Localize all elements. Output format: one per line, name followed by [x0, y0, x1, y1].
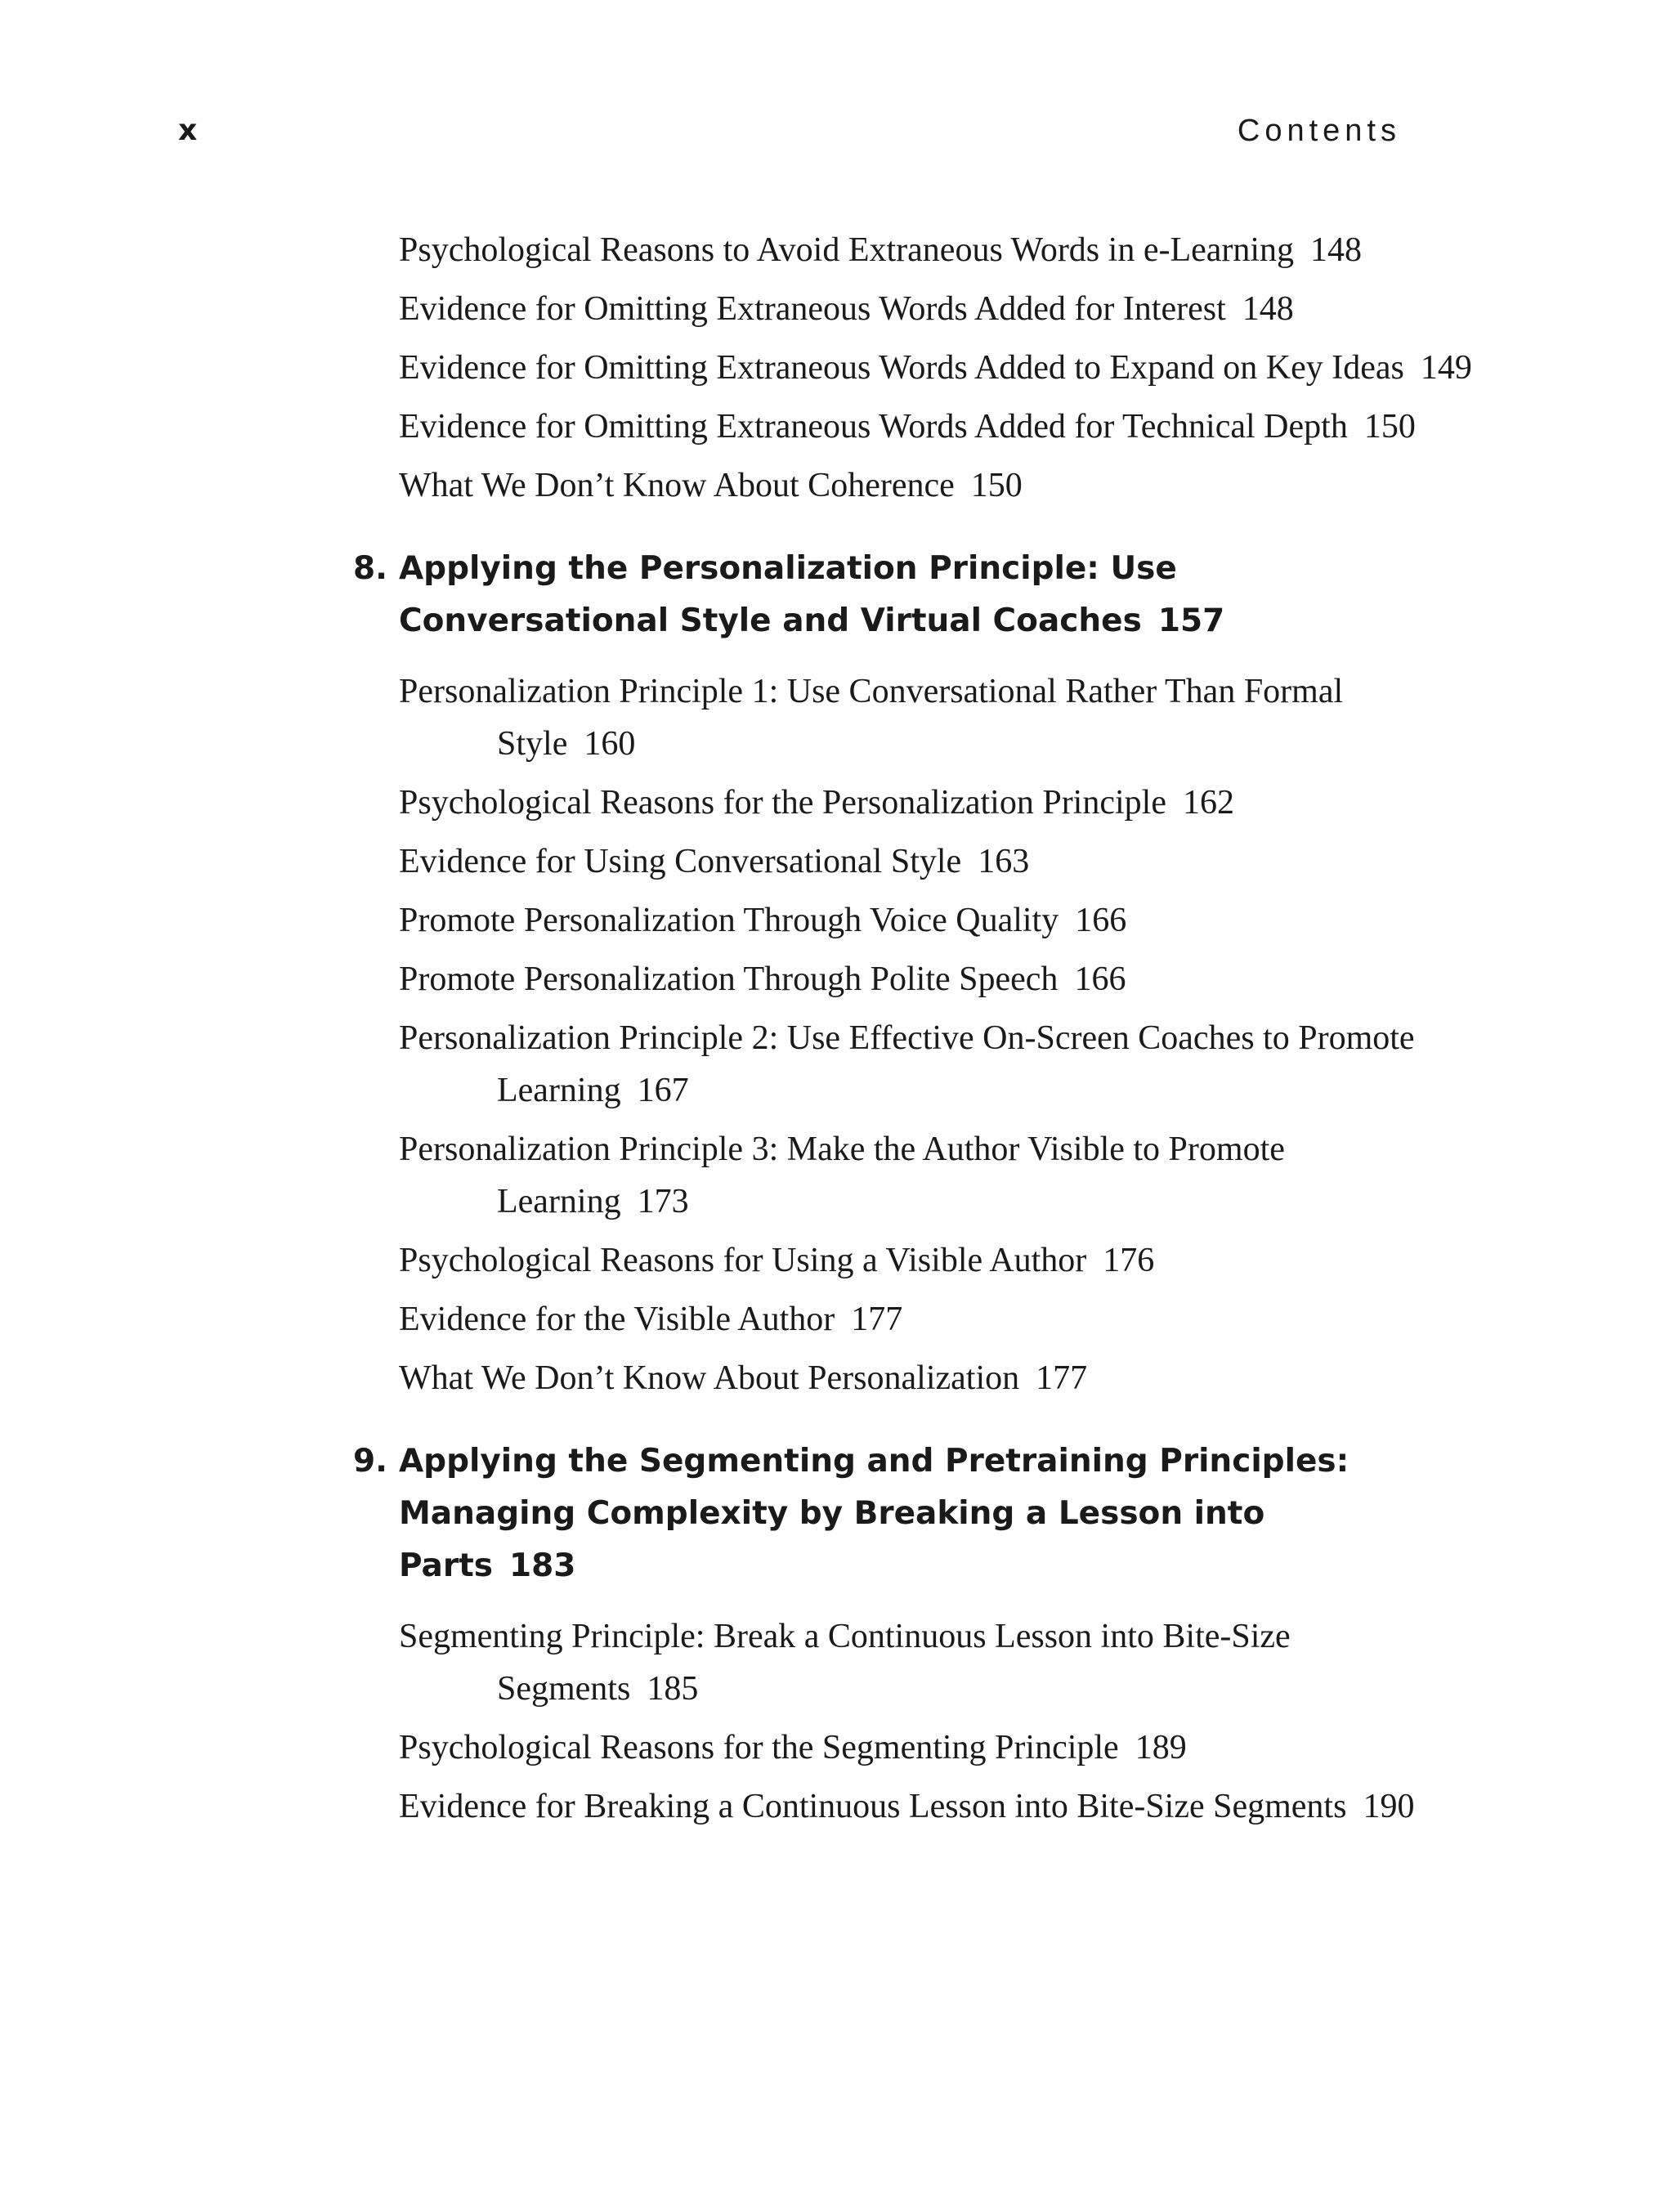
toc-entry-page: 176	[1103, 1242, 1155, 1279]
chapter-number: 8.	[353, 550, 387, 587]
toc-entry	[399, 1293, 1478, 1346]
toc-entry	[399, 665, 1478, 770]
toc-entry-page: 148	[1242, 290, 1294, 328]
toc-entry-title: Evidence for Omitting Extraneous Words Added to Expand on Key Ideas	[399, 349, 1404, 387]
toc-chapter-heading	[353, 543, 1429, 647]
toc-entry-page: 173	[637, 1183, 689, 1220]
toc-entry-page: 185	[647, 1670, 699, 1708]
toc-entry	[399, 1123, 1478, 1228]
toc-entry-title: Psychological Reasons to Avoid Extraneous Words in e-Learning	[399, 231, 1295, 269]
chapter-title: Applying the Personalization Principle: Use Conversational Style and Virtual Coaches	[399, 550, 1177, 639]
toc-entry-page: 189	[1135, 1729, 1187, 1766]
toc-entry	[399, 1012, 1478, 1117]
toc-entry-page: 177	[851, 1301, 903, 1338]
toc-entry-page: 163	[978, 843, 1030, 880]
chapter-page: 183	[508, 1547, 576, 1584]
toc-entry-page: 162	[1182, 784, 1234, 822]
toc-entry-title: Psychological Reasons for Using a Visible Author	[399, 1242, 1087, 1279]
toc-entry	[399, 1610, 1478, 1715]
toc-entry-title: Evidence for Breaking a Continuous Lesson into Bite-Size Segments	[399, 1788, 1347, 1825]
toc-entry-title: Evidence for Omitting Extraneous Words Added for Interest	[399, 290, 1226, 328]
chapter-page: 157	[1157, 602, 1225, 639]
toc-entry	[399, 777, 1478, 829]
toc-entry	[399, 283, 1478, 335]
toc-entry-title: Promote Personalization Through Voice Quality	[399, 902, 1059, 939]
toc-entry-page: 150	[970, 467, 1023, 504]
toc-entry-page: 166	[1074, 960, 1126, 998]
toc-entry-title: Evidence for Using Conversational Style	[399, 843, 962, 880]
chapter-title: Applying the Segmenting and Pretraining Principles: Managing Complexity by Breaking a Lesson into Parts	[399, 1443, 1349, 1584]
toc-entry-title: Personalization Principle 2: Use Effective On-Screen Coaches to Promote Learning	[399, 1019, 1415, 1109]
toc-entry-title: Evidence for Omitting Extraneous Words Added for Technical Depth	[399, 408, 1348, 446]
table-of-contents	[0, 224, 1674, 1839]
toc-entry	[399, 953, 1478, 1005]
toc-entry	[399, 1722, 1478, 1774]
page-folio: x	[178, 114, 198, 147]
toc-entry	[399, 401, 1478, 453]
toc-entry-title: What We Don’t Know About Coherence	[399, 467, 955, 504]
toc-entry	[399, 342, 1478, 394]
toc-entry	[399, 894, 1478, 947]
toc-entry	[399, 1234, 1478, 1287]
toc-entry-page: 190	[1363, 1788, 1415, 1825]
toc-entry	[399, 1352, 1478, 1404]
toc-entry-title: Segmenting Principle: Break a Continuous Lesson into Bite-Size Segments	[399, 1618, 1291, 1708]
toc-entry	[399, 459, 1478, 512]
toc-entry-page: 148	[1310, 231, 1363, 269]
toc-entry	[399, 224, 1478, 276]
toc-entry-page: 166	[1075, 902, 1127, 939]
toc-entry-title: Personalization Principle 1: Use Conversational Rather Than Formal Style	[399, 673, 1344, 763]
toc-entry-page: 167	[637, 1072, 689, 1109]
toc-entry	[399, 1780, 1478, 1833]
toc-entry-title: Psychological Reasons for the Personalization Principle	[399, 784, 1166, 822]
toc-entry	[399, 835, 1478, 888]
toc-entry-page: 150	[1363, 408, 1416, 446]
toc-entry-page: 160	[584, 725, 636, 763]
toc-entry-title: Psychological Reasons for the Segmenting Principle	[399, 1729, 1119, 1766]
toc-entry-page: 177	[1036, 1359, 1088, 1397]
chapter-number: 9.	[353, 1443, 387, 1480]
toc-entry-title: Promote Personalization Through Polite Speech	[399, 960, 1059, 998]
running-head: Contents	[1237, 114, 1401, 148]
toc-entry-title: Personalization Principle 3: Make the Author Visible to Promote Learning	[399, 1131, 1285, 1220]
toc-chapter-heading	[353, 1435, 1429, 1592]
toc-entry-title: What We Don’t Know About Personalization	[399, 1359, 1020, 1397]
toc-entry-page: 149	[1420, 349, 1472, 387]
toc-entry-title: Evidence for the Visible Author	[399, 1301, 835, 1338]
